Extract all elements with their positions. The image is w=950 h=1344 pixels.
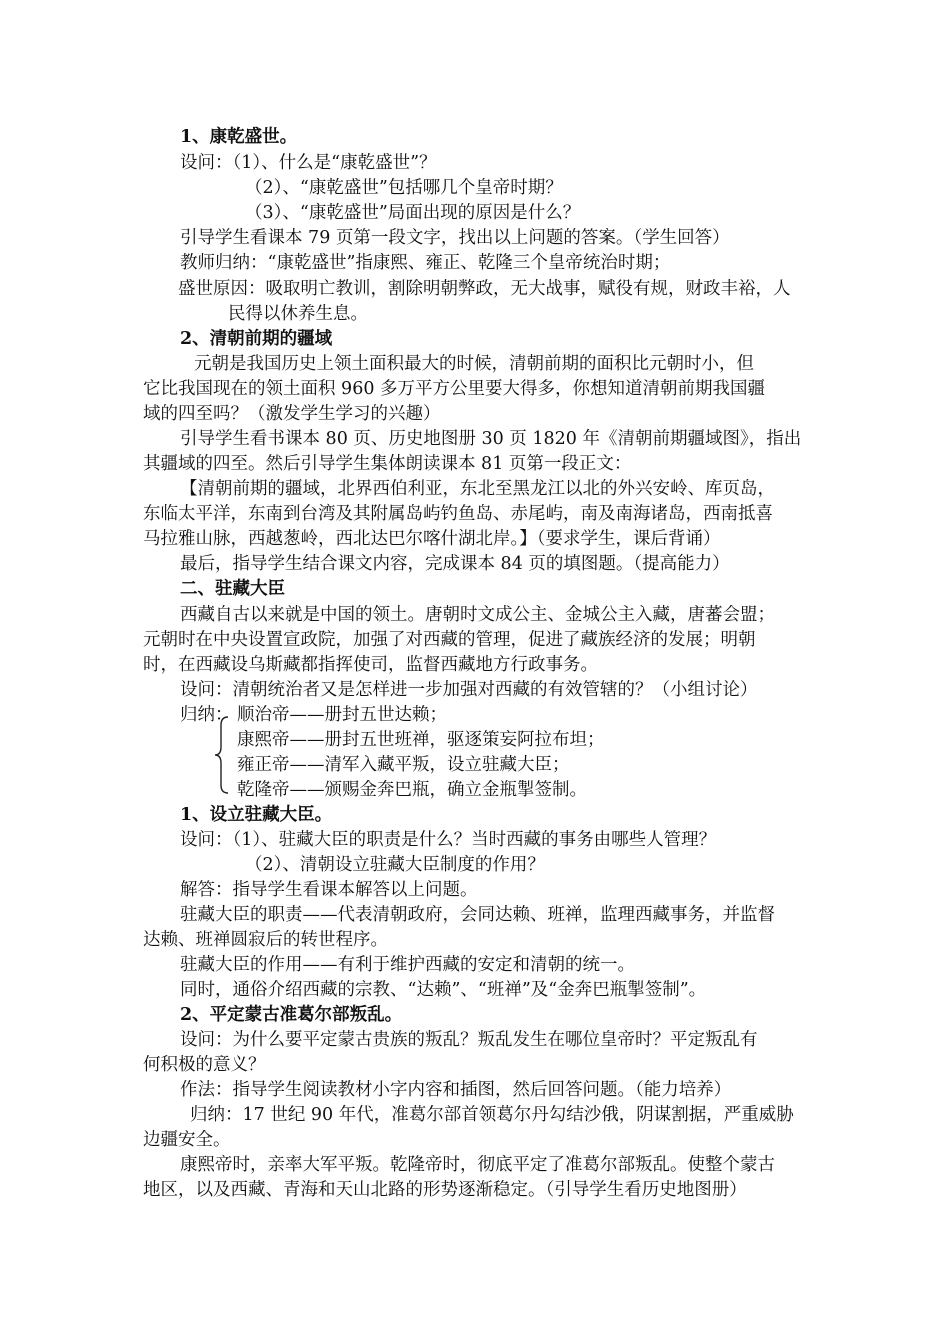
text-line: 其疆域的四至。然后引导学生集体朗读课本 81 页第一段正文： xyxy=(143,454,632,474)
text-line: 引导学生看书课本 80 页、历史地图册 30 页 1820 年《清朝前期疆域图》，指出 xyxy=(180,429,802,449)
text-line: 最后，指导学生结合课文内容，完成课本 84 页的填图题。（提高能力） xyxy=(180,554,730,574)
section-heading: 二、驻藏大臣 xyxy=(180,579,285,599)
quote-line: 【清朝前期的疆域，北界西伯利亚，东北至黑龙江以北的外兴安岭、库页岛， xyxy=(180,479,775,499)
question-line: 设问：（1）、驻藏大臣的职责是什么？当时西藏的事务由哪些人管理？ xyxy=(180,830,717,850)
list-item: 顺治帝——册封五世达赖； xyxy=(237,705,447,725)
question-line: （2）、“康乾盛世”包括哪几个皇帝时期？ xyxy=(245,178,563,198)
question-line: 设问：清朝统治者又是怎样进一步加强对西藏的有效管辖的？（小组讨论） xyxy=(180,680,758,700)
list-item: 康熙帝——册封五世班禅，驱逐策妄阿拉布坦； xyxy=(237,730,605,750)
section-heading: 1、康乾盛世。 xyxy=(180,127,298,147)
section-heading: 1、设立驻藏大臣。 xyxy=(180,805,333,825)
text-line: 元朝是我国历史上领土面积最大的时候，清朝前期的面积比元朝时小，但 xyxy=(194,354,754,374)
quote-line: 马拉雅山脉，西越葱岭，西北达巴尔喀什湖北岸。】（要求学生，课后背诵） xyxy=(143,529,721,549)
text-line: 达赖、班禅圆寂后的转世程序。 xyxy=(143,930,388,950)
text-line: 康熙帝时，亲率大军平叛。乾隆帝时，彻底平定了准葛尔部叛乱。使整个蒙古 xyxy=(180,1155,775,1175)
text-line: 驻藏大臣的作用——有利于维护西藏的安定和清朝的统一。 xyxy=(180,955,635,975)
text-line: 解答：指导学生看课本解答以上问题。 xyxy=(180,880,478,900)
question-line: 设问：为什么要平定蒙古贵族的叛乱？叛乱发生在哪位皇帝时？平定叛乱有 xyxy=(180,1030,758,1050)
text-line: 西藏自古以来就是中国的领土。唐朝时文成公主、金城公主入藏，唐蕃会盟； xyxy=(180,605,775,625)
text-line: 作法：指导学生阅读教材小字内容和插图，然后回答问题。（能力培养） xyxy=(180,1080,732,1100)
text-line: 地区，以及西藏、青海和天山北路的形势逐渐稳定。（引导学生看历史地图册） xyxy=(143,1180,747,1200)
question-line: （2）、清朝设立驻藏大臣制度的作用？ xyxy=(245,855,545,875)
question-line: （3）、“康乾盛世”局面出现的原因是什么？ xyxy=(245,203,581,223)
text-line: 元朝时在中央设置宣政院，加强了对西藏的管理，促进了藏族经济的发展；明朝 xyxy=(143,630,756,650)
text-line: 驻藏大臣的职责——代表清朝政府，会同达赖、班禅，监理西藏事务，并监督 xyxy=(180,905,775,925)
text-line: 时，在西藏设乌斯藏都指挥使司，监督西藏地方行政事务。 xyxy=(143,655,598,675)
curly-brace-icon xyxy=(213,715,231,795)
list-item: 乾隆帝——颁赐金奔巴瓶，确立金瓶掣签制。 xyxy=(237,780,587,800)
text-line: 边疆安全。 xyxy=(143,1130,231,1150)
text-line: 盛世原因：吸取明亡教训，割除明朝弊政，无大战事，赋役有规，财政丰裕，人 xyxy=(178,279,791,299)
question-line: 何积极的意义？ xyxy=(143,1055,266,1075)
list-item: 雍正帝——清军入藏平叛，设立驻藏大臣； xyxy=(237,755,570,775)
text-line: 域的四至吗？（激发学生学习的兴趣） xyxy=(143,404,441,424)
text-line: 同时，通俗介绍西藏的宗教、“达赖”、“班禅”及“金奔巴瓶掣签制”。 xyxy=(180,980,707,1000)
section-heading: 2、平定蒙古准葛尔部叛乱。 xyxy=(180,1005,403,1025)
summary-label: 归纳： xyxy=(180,705,233,725)
question-line: 设问：（1）、什么是“康乾盛世”？ xyxy=(180,153,437,173)
quote-line: 东临太平洋，东南到台湾及其附属岛屿钓鱼岛、赤尾屿，南及南海诸岛，西南抵喜 xyxy=(143,504,773,524)
text-line: 民得以休养生息。 xyxy=(228,304,368,324)
text-line: 它比我国现在的领土面积 960 多万平方公里要大得多，你想知道清朝前期我国疆 xyxy=(143,379,766,399)
section-heading: 2、清朝前期的疆域 xyxy=(180,329,333,349)
text-line: 引导学生看课本 79 页第一段文字，找出以上问题的答案。（学生回答） xyxy=(180,228,730,248)
text-line: 归纳：17 世纪 90 年代，准葛尔部首领葛尔丹勾结沙俄，阴谋割据，严重威胁 xyxy=(190,1105,794,1125)
text-line: 教师归纳：“康乾盛世”指康熙、雍正、乾隆三个皇帝统治时期； xyxy=(180,253,671,273)
